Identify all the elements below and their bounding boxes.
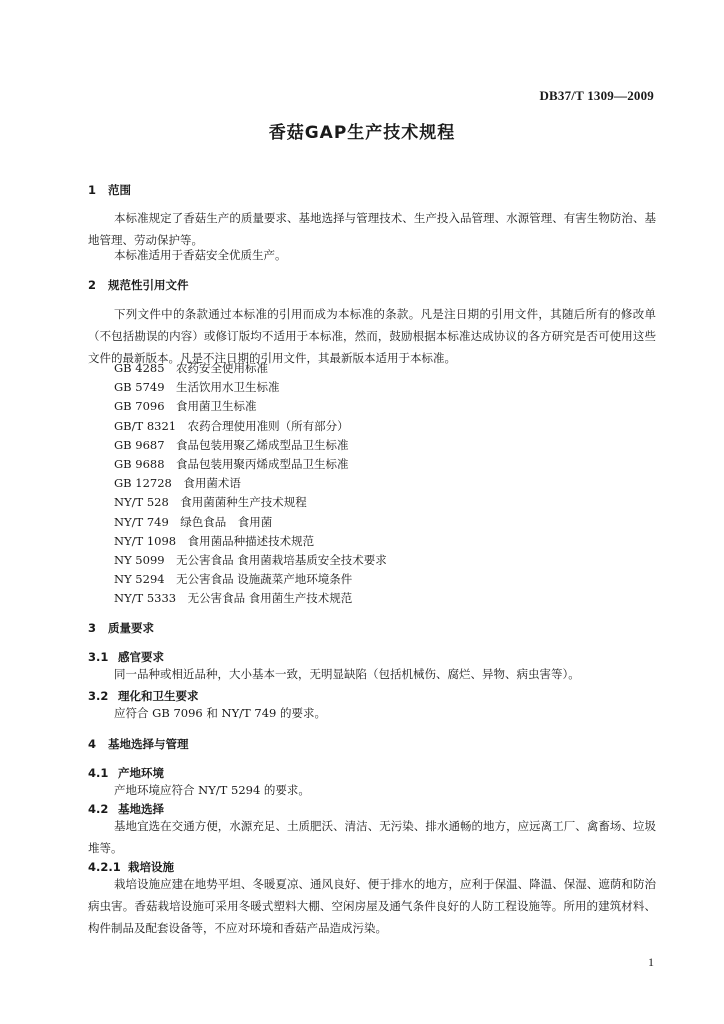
reference-item: GB/T 8321 农药合理使用准则（所有部分） — [114, 418, 349, 433]
section-title: 范围 — [108, 183, 131, 197]
section-number: 3.2 — [88, 689, 109, 703]
standard-code: DB37/T 1309—2009 — [539, 88, 654, 103]
section-title: 基地选择 — [118, 802, 164, 816]
section-4-2-1-paragraph: 栽培设施应建在地势平坦、冬暖夏凉、通风良好、便于排水的地方，应利于保温、降温、保湿、遮荫和防治病虫害。香菇栽培设施可采用冬暖式塑料大棚、空闲房屋及通气条件良好的人防工程设施等。所用的建筑材料、构件制品及配套设备等，不应对环境和香菇产品造成污染。 — [88, 877, 656, 935]
section-3-heading — [88, 620, 154, 636]
page-number: 1 — [648, 955, 654, 969]
reference-item: NY/T 528 食用菌菌种生产技术规程 — [114, 495, 307, 510]
section-title: 质量要求 — [108, 621, 154, 635]
reference-item: GB 9688 食品包装用聚丙烯成型品卫生标准 — [114, 456, 349, 471]
reference-item: NY/T 5333 无公害食品 食用菌生产技术规范 — [114, 591, 353, 606]
reference-item: GB 7096 食用菌卫生标准 — [114, 399, 257, 414]
section-number: 4.1 — [88, 766, 109, 780]
section-3-1-paragraph: 同一品种或相近品种，大小基本一致，无明显缺陷（包括机械伤、腐烂、异物、病虫害等）。 — [114, 667, 580, 681]
section-title: 基地选择与管理 — [108, 737, 189, 751]
reference-item: GB 4285 农药安全使用标准 — [114, 361, 269, 375]
section-number: 4.2 — [88, 802, 109, 816]
reference-item: GB 5749 生活饮用水卫生标准 — [114, 380, 280, 395]
section-number: 1 — [88, 183, 97, 197]
section-2-heading — [88, 277, 189, 293]
section-3-2-paragraph: 应符合 GB 7096 和 NY/T 749 的要求。 — [114, 706, 326, 720]
reference-item: NY 5294 无公害食品 设施蔬菜产地环境条件 — [114, 572, 353, 587]
reference-item: NY/T 749 绿色食品 食用菌 — [114, 514, 273, 529]
section-1-heading — [88, 182, 131, 198]
section-number: 2 — [88, 278, 97, 292]
section-1-paragraph: 本标准规定了香菇生产的质量要求、基地选择与管理技术、生产投入品管理、水源管理、有害生物防治、基地管理、劳动保护等。 — [88, 211, 656, 247]
section-1-paragraph-2: 本标准适用于香菇安全优质生产。 — [114, 248, 287, 262]
section-title: 产地环境 — [118, 766, 164, 780]
document-title: 香菇GAP生产技术规程 — [268, 123, 456, 143]
section-2-paragraph: 下列文件中的条款通过本标准的引用而成为本标准的条款。凡是注日期的引用文件，其随后所有的修改单（不包括勘误的内容）或修订版均不适用于本标准，然而，鼓励根据本标准达成协议的各方研究是否可使用这些文件的最新版本。凡是不注日期的引用文件，其最新版本适用于本标准。 — [88, 307, 656, 365]
section-title: 理化和卫生要求 — [118, 689, 199, 703]
reference-item: NY/T 1098 食用菌品种描述技术规范 — [114, 533, 315, 548]
reference-item: GB 12728 食用菌术语 — [114, 476, 241, 491]
section-number: 4 — [88, 737, 97, 751]
section-number: 3.1 — [88, 650, 109, 664]
section-number: 3 — [88, 621, 97, 635]
reference-item: GB 9687 食品包装用聚乙烯成型品卫生标准 — [114, 437, 349, 452]
section-number: 4.2.1 — [88, 860, 121, 874]
reference-item: NY 5099 无公害食品 食用菌栽培基质安全技术要求 — [114, 552, 387, 567]
reference-list — [114, 359, 387, 608]
section-title: 规范性引用文件 — [108, 278, 189, 292]
section-4-heading — [88, 736, 189, 752]
section-4-2-paragraph: 基地宜选在交通方便，水源充足、土质肥沃、清洁、无污染、排水通畅的地方，应远离工厂、禽畜场、垃圾堆等。 — [88, 819, 656, 855]
section-4-1-paragraph: 产地环境应符合 NY/T 5294 的要求。 — [114, 783, 310, 797]
section-title: 栽培设施 — [128, 860, 174, 874]
section-title: 感官要求 — [118, 650, 164, 664]
